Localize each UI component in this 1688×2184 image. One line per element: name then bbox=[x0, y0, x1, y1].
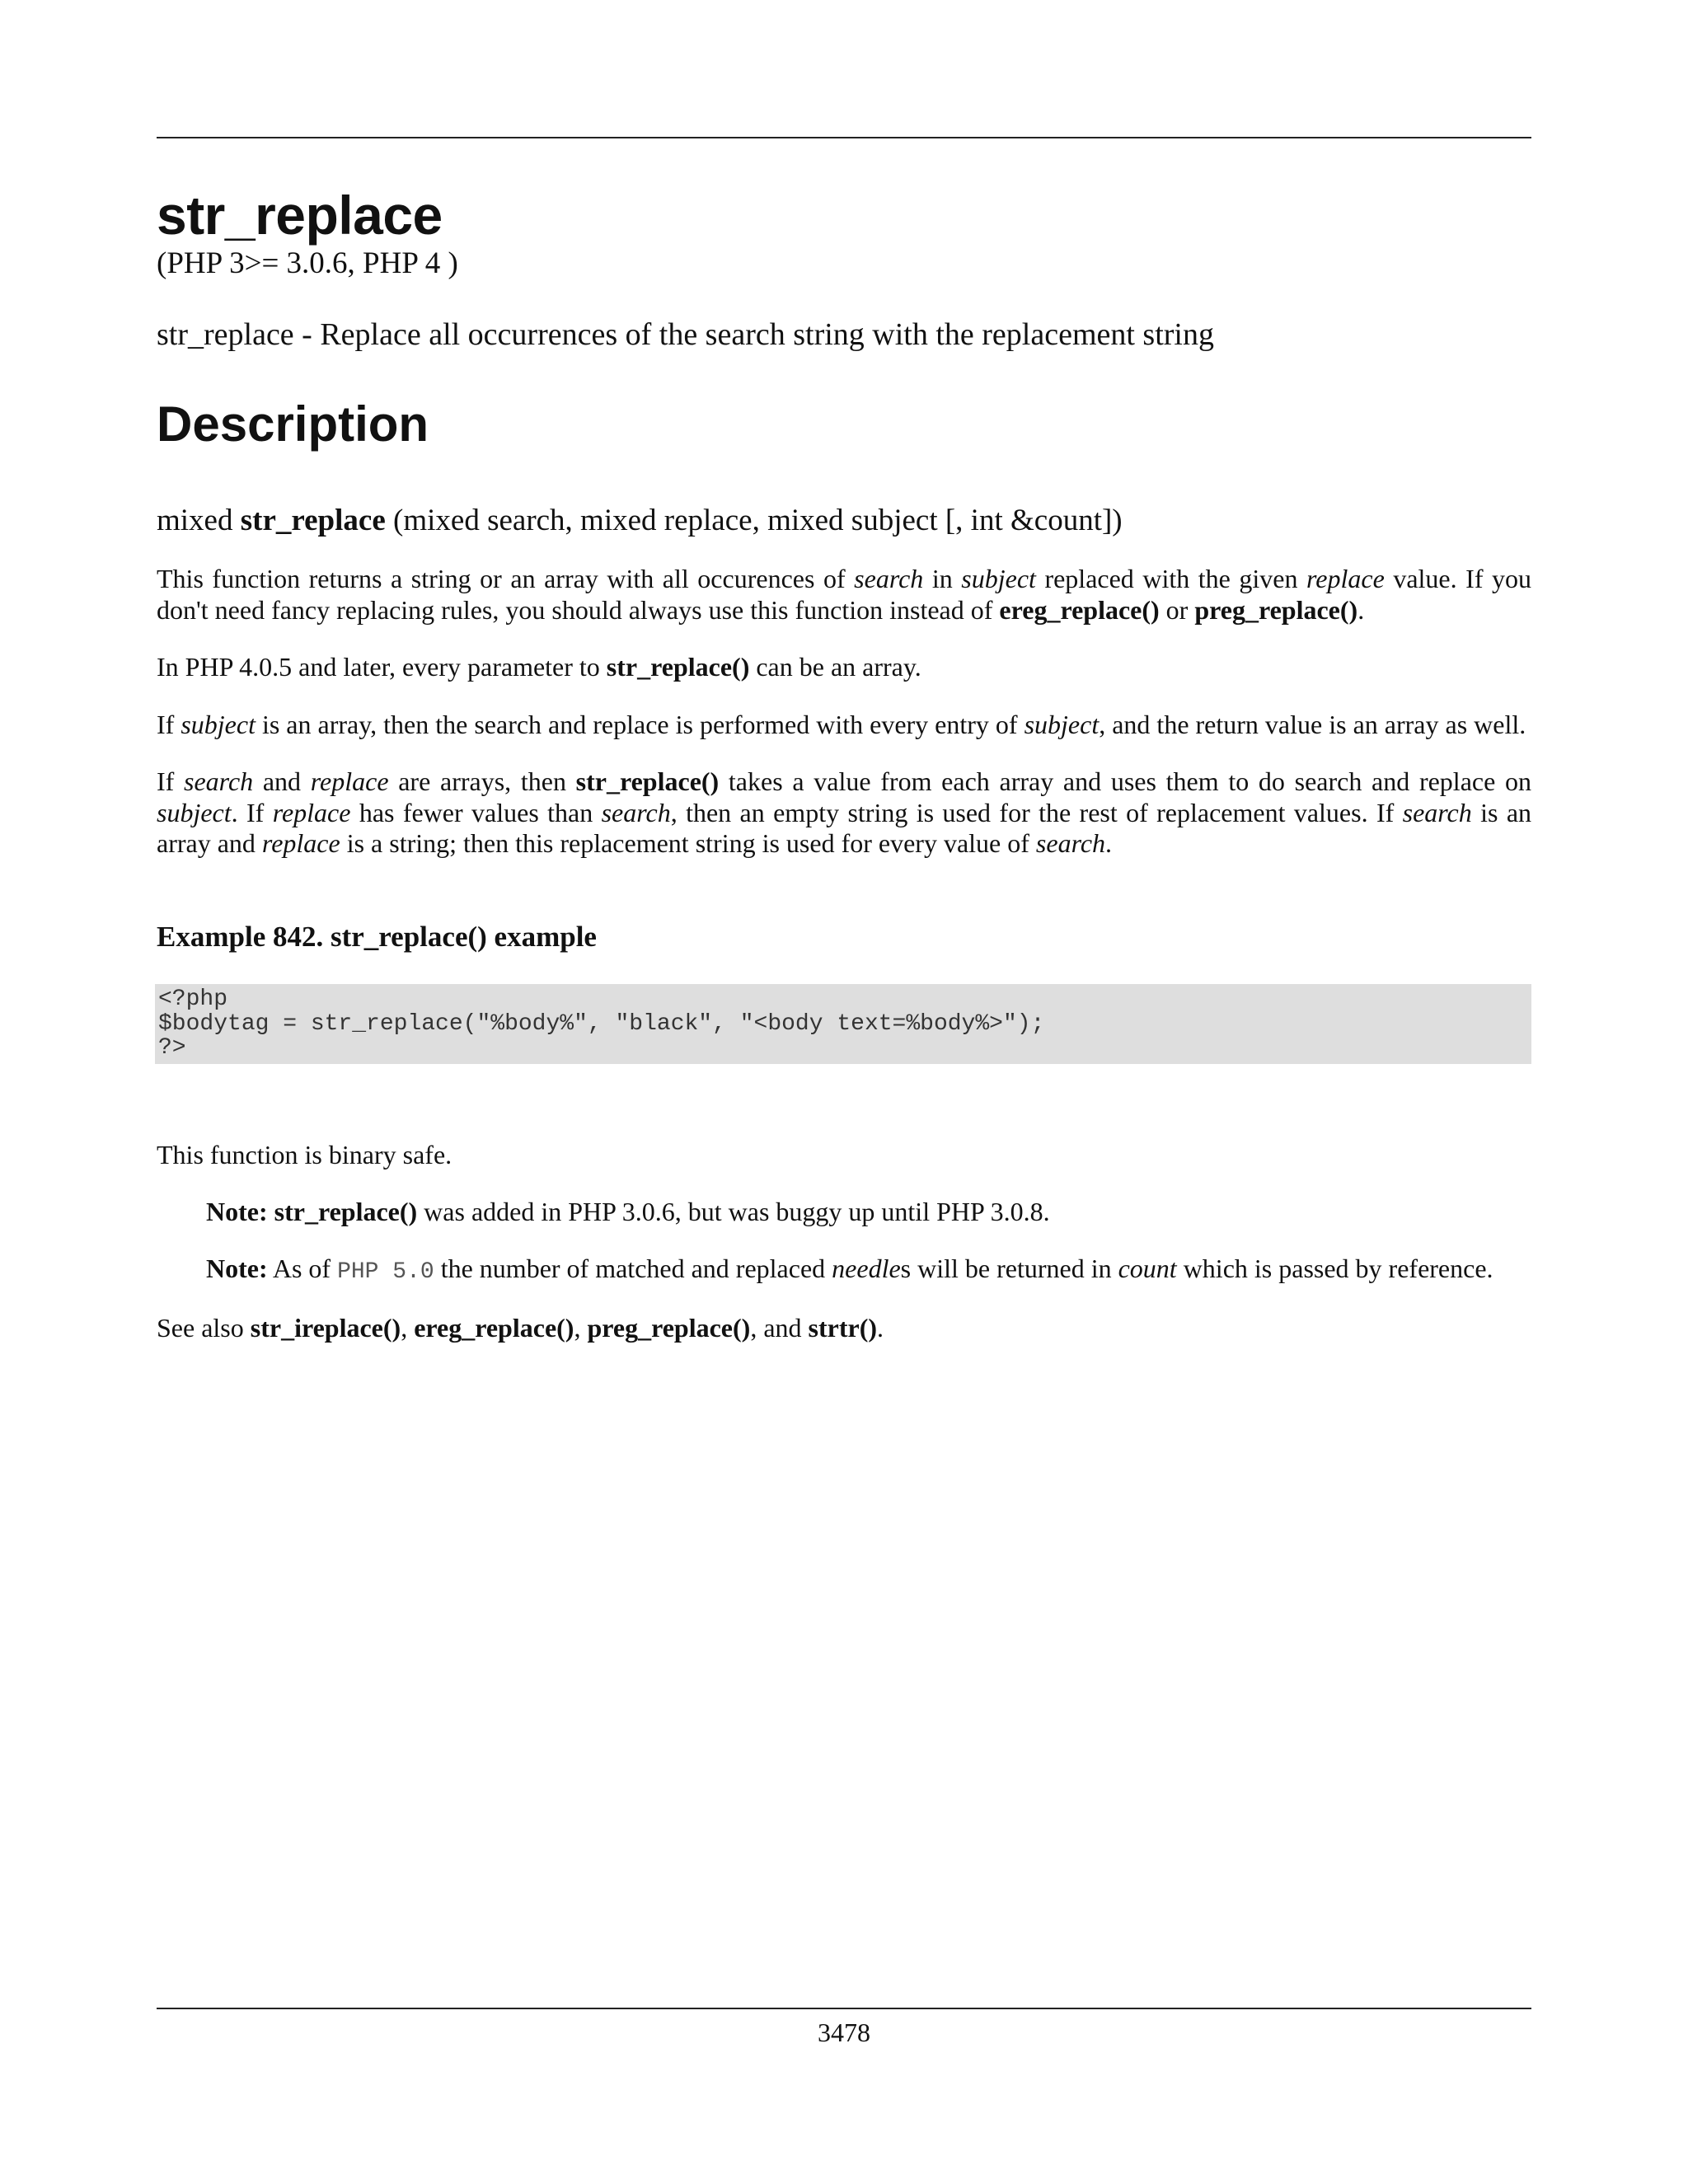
return-type: mixed bbox=[157, 503, 233, 537]
link-preg-replace[interactable]: preg_replace() bbox=[1194, 594, 1358, 625]
binary-safe-text: This function is binary safe. bbox=[157, 1139, 452, 1169]
synopsis-function-name: str_replace bbox=[240, 503, 386, 537]
header-rule bbox=[157, 137, 1531, 138]
link-preg-replace[interactable]: preg_replace() bbox=[587, 1313, 751, 1343]
example-title: Example 842. str_replace() example bbox=[157, 921, 597, 954]
ref-purpose: str_replace - Replace all occurrences of the search string with the replacement string bbox=[157, 317, 1214, 353]
function-synopsis bbox=[157, 503, 1531, 539]
page-content bbox=[157, 185, 1532, 1344]
link-str-replace[interactable]: str_replace() bbox=[575, 766, 720, 797]
example-code-block: <?php $bodytag = str_replace("%body%", "black", "<body text=%body%>"); ?> bbox=[155, 984, 1531, 1063]
paragraph-search-replace-arrays: If search and replace are arrays, then str_replace() takes a value from each array and uses them to do search and replace on subject. If replace has fewer values than search, then an empty string is used for the rest of replacement values. If search is an array and replace is a string; then this replacement string is used for every value of search. bbox=[157, 766, 1532, 858]
link-strtr[interactable]: strtr() bbox=[808, 1313, 877, 1343]
page-title: str_replace bbox=[157, 185, 443, 246]
php-version-literal: PHP 5.0 bbox=[337, 1259, 434, 1286]
php-versions: (PHP 3>= 3.0.6, PHP 4 ) bbox=[157, 246, 458, 280]
see-also: See also str_ireplace(), ereg_replace(), preg_replace(), and strtr(). bbox=[157, 1313, 884, 1343]
paragraph-php405: In PHP 4.0.5 and later, every parameter to str_replace() can be an array. bbox=[157, 652, 921, 682]
note-count: Note: As of PHP 5.0 the number of matched and replaced needles will be returned in count which is passed by reference. bbox=[206, 1254, 1493, 1286]
link-str-ireplace[interactable]: str_ireplace() bbox=[250, 1313, 401, 1343]
link-str-replace[interactable]: str_replace() bbox=[274, 1197, 418, 1227]
link-ereg-replace[interactable]: ereg_replace() bbox=[999, 594, 1160, 625]
link-str-replace[interactable]: str_replace() bbox=[606, 652, 750, 682]
footer-rule bbox=[157, 2008, 1531, 2009]
paragraph-subject-array: If subject is an array, then the search and replace is performed with every entry of subject, and the return value is an array as well. bbox=[157, 709, 1526, 739]
page-number: 3478 bbox=[818, 2018, 870, 2047]
link-ereg-replace[interactable]: ereg_replace() bbox=[414, 1313, 574, 1343]
paragraph-returns: This function returns a string or an array with all occurences of search in subject replaced with the given replace value. If you don't need fancy replacing rules, you should always use this function instead of ereg_replace() or preg_replace(). bbox=[157, 564, 1532, 625]
synopsis-params: (mixed search, mixed replace, mixed subject [, int &count]) bbox=[393, 503, 1123, 537]
description-heading: Description bbox=[157, 396, 429, 452]
note-buggy: Note: str_replace() was added in PHP 3.0.6, but was buggy up until PHP 3.0.8. bbox=[206, 1197, 1050, 1227]
